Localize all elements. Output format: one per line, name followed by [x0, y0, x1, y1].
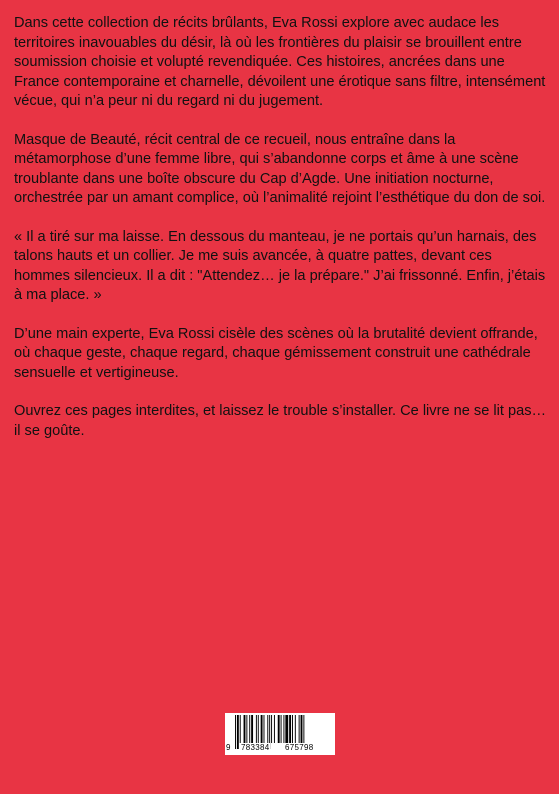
barcode-bar: [264, 715, 265, 743]
barcode-bar: [237, 715, 239, 749]
barcode-bar: [261, 715, 263, 743]
barcode-bar: [295, 715, 296, 743]
barcode-bar: [274, 715, 275, 743]
barcode-bar: [271, 715, 272, 743]
barcode-left-digits: 783384: [241, 743, 270, 752]
barcode-bar: [256, 715, 257, 743]
blurb-text: [14, 14, 550, 460]
blurb-paragraph-praise: D’une main experte, Eva Rossi cisèle des scènes où la brutalité devient offrande, où chaque geste, chaque regard, chaque gémissement construit une cathédrale sensuelle et vertigineuse.: [14, 325, 538, 381]
blurb-paragraph-intro: Dans cette collection de récits brûlants, Eva Rossi explore avec audace les territoires inavouables du désir, là où les frontières du plaisir se brouillent entre soumission choisie et volupté revendiquée. Ces histoires, ancrées dans une France contemporaine et charnelle, dévoilent une érotique sans filtre, intensément vécue, qui n’a peur ni du regard ni du jugement.: [14, 15, 546, 109]
barcode-bar: [258, 715, 259, 743]
barcode-bar: [281, 715, 282, 743]
barcode-bar: [244, 715, 246, 743]
barcode-bar: [285, 715, 288, 743]
barcode-bar: [249, 715, 250, 743]
isbn-barcode: [225, 713, 335, 755]
barcode-bar: [292, 715, 293, 743]
barcode-bar: [301, 715, 303, 743]
barcode-bar: [289, 715, 291, 743]
barcode-bar: [240, 715, 241, 743]
barcode-bar: [235, 715, 236, 749]
barcode-bar: [246, 715, 247, 743]
barcode-right-digits: 675798: [285, 743, 314, 752]
barcode-bar: [278, 715, 280, 743]
barcode-bar: [299, 715, 300, 743]
barcode-bar: [283, 715, 284, 743]
blurb-paragraph-excerpt: « Il a tiré sur ma laisse. En dessous du manteau, je ne portais qu’un harnais, des talons hauts et un collier. Je me suis avancée, à quatre pattes, devant ces hommes silencieux. Il a dit : "Attendez… je la prépare." J’ai frissonné. Enfin, j’étais à ma place. »: [14, 228, 546, 303]
blurb-paragraph-closing: Ouvrez ces pages interdites, et laissez le trouble s’installer. Ce livre ne se lit pas… il se goûte.: [14, 403, 547, 439]
blurb-paragraph-synopsis: Masque de Beauté, récit central de ce recueil, nous entraîne dans la métamorphose d’une femme libre, qui s’abandonne corps et âme à une scène troublante dans une boîte obscure du Cap d’Agde. Une initiation nocturne, orchestrée par un amant complice, où l’animalité rejoint l’esthétique du don de soi.: [14, 131, 546, 206]
barcode-bar: [267, 715, 268, 743]
barcode-first-digit: 9: [226, 743, 231, 752]
barcode-bar: [251, 715, 253, 743]
